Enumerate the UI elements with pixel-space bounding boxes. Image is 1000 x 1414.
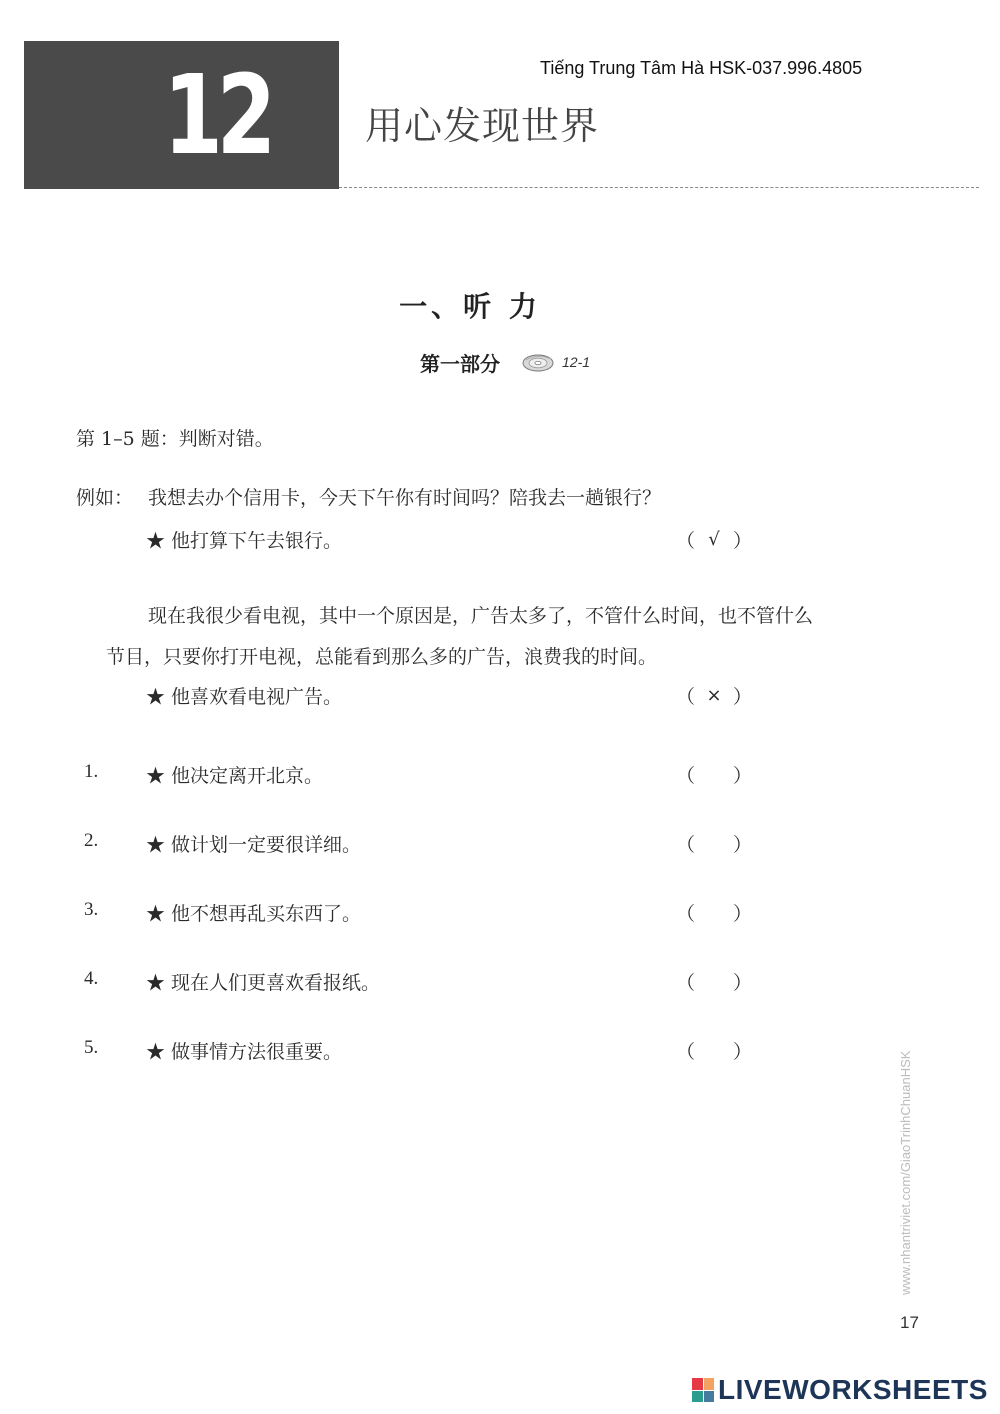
example-statement: ★ 他喜欢看电视广告。 [146,686,343,708]
paren-close: ） [732,972,752,994]
chapter-title: 用心发现世界 [365,104,600,148]
paren-open: （ [676,972,696,994]
question-statement: ★ 现在人们更喜欢看报纸。 [146,972,381,994]
part-heading-row [420,347,590,377]
question-number: 3. [84,899,99,920]
paren-open: （ [676,903,696,925]
section-heading: 一、听 力 [399,290,541,323]
paren-close: ） [732,765,752,787]
question-number: 1. [84,761,99,782]
paren-close: ） [732,686,752,708]
liveworksheets-logo-icon [692,1378,714,1402]
example-dialogue: 我想去办个信用卡，今天下午你有时间吗？陪我去一趟银行？ [148,487,662,509]
chapter-number: 12 [163,51,271,179]
paren-close: ） [732,834,752,856]
paren-close: ） [732,530,752,552]
example-answer [676,526,752,553]
paren-open: （ [676,765,696,787]
page-number: 17 [900,1313,919,1332]
watermark [898,1000,918,1295]
cross-mark: × [706,685,722,706]
track-label: 12-1 [562,354,591,370]
example-answer [676,682,752,709]
watermark-text: www.nhantriviet.com/GiaoTrinhChuanHSK [898,1050,913,1295]
question-number: 5. [84,1037,99,1058]
question-statement: ★ 他决定离开北京。 [146,765,324,787]
question-statement: ★ 他不想再乱买东西了。 [146,903,362,925]
paren-open: （ [676,686,696,708]
part-heading: 第一部分 [420,351,500,376]
answer-box[interactable] [676,1037,752,1064]
paren-open: （ [676,834,696,856]
publisher-line: Tiếng Trung Tâm Hà HSK-037.996.4805 [540,58,863,78]
paren-open: （ [676,1041,696,1063]
cd-disc-icon [522,351,556,373]
example-passage-line: 节目，只要你打开电视，总能看到那么多的广告，浪费我的时间。 [106,646,658,668]
question-statement: ★ 做计划一定要很详细。 [146,834,362,856]
question-number: 2. [84,830,99,851]
example-passage-line: 现在我很少看电视，其中一个原因是，广告太多了，不管什么时间，也不管什么 [148,605,814,627]
instruction: 第 1–5 题：判断对错。 [76,428,274,450]
header-divider [339,187,979,188]
brand-name: LIVEWORKSHEETS [718,1374,988,1405]
paren-open: （ [676,530,696,552]
answer-box[interactable] [676,968,752,995]
example-statement: ★ 他打算下午去银行。 [146,530,343,552]
question-statement: ★ 做事情方法很重要。 [146,1041,343,1063]
answer-box[interactable] [676,830,752,857]
answer-box[interactable] [676,761,752,788]
example-label: 例如： [76,487,134,509]
paren-close: ） [732,903,752,925]
answer-box[interactable] [676,899,752,926]
audio-track[interactable] [522,351,590,373]
paren-close: ） [732,1041,752,1063]
liveworksheets-brand[interactable] [692,1374,988,1406]
question-number: 4. [84,968,99,989]
check-mark: √ [708,529,720,550]
